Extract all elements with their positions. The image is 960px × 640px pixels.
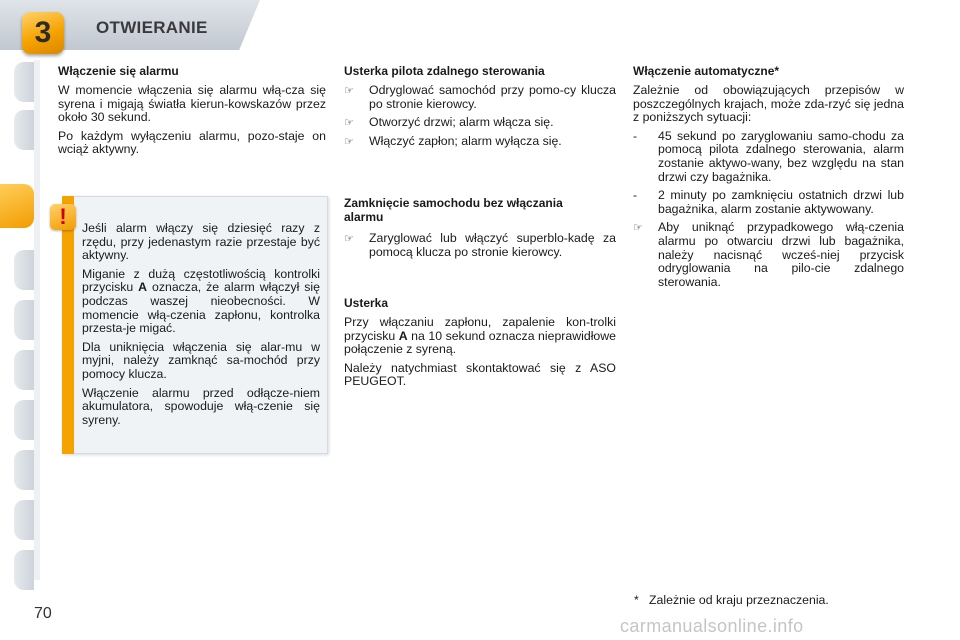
side-tab-10[interactable]: [14, 550, 34, 590]
pointing-hand-icon: ☞: [633, 221, 643, 235]
lock-step-1-text: Zaryglować lub włączyć superblo-kadę za pomocą klucza po stronie kierowcy.: [369, 231, 616, 259]
fault-text-1a: Przy włączaniu zapłonu, zapalenie kon-trolki przycisku: [344, 315, 616, 343]
warning-text-4: Włączenie alarmu przed odłącze-niem akumulatora, spowoduje włą-czenie się syreny.: [82, 385, 320, 427]
fault-text-1: [344, 316, 616, 357]
side-tab-7[interactable]: [14, 400, 34, 440]
footnote: * Zależnie od kraju przeznaczenia.: [634, 593, 829, 607]
auto-case-1-text: 45 sekund po zaryglowaniu samo-chodu za pomocą pilota zdalnego sterowania, alarm zostanie aktywo-wany, bez względu na stan drzwi czy bagażnika.: [658, 128, 904, 184]
pointing-hand-icon: ☞: [344, 134, 354, 148]
alarm-triggered-heading: Włączenie się alarmu: [58, 64, 179, 78]
side-tab-6[interactable]: [14, 350, 34, 390]
alarm-triggered-text-2: Po każdym wyłączeniu alarmu, pozo-staje on wciąż aktywny.: [58, 128, 326, 157]
remote-step-3: [344, 135, 616, 149]
warning-text-2a: Miganie z dużą częstotliwością kontrolki przycisku: [82, 266, 320, 295]
warning-stripe: [62, 196, 74, 454]
warning-exclamation-icon: !: [50, 204, 76, 230]
page-number: 70: [34, 605, 52, 622]
auto-activation-intro: Zależnie od obowiązujących przepisów w poszczególnych krajach, może zda-rzyć się jedna z poniższych sytuacji:: [633, 83, 904, 125]
warning-text-3: Dla uniknięcia włączenia się alar-mu w myjni, należy zamknąć sa-mochód przy pomocy klucza.: [82, 339, 320, 381]
remote-step-1-text: Odryglować samochód przy pomo-cy klucza po stronie kierowcy.: [369, 83, 616, 111]
lock-step-1: [344, 232, 616, 259]
auto-case-1: [633, 130, 904, 184]
remote-step-2-text: Otworzyć drzwi; alarm włącza się.: [369, 115, 554, 130]
side-tab-active[interactable]: [0, 184, 34, 228]
dash-marker: -: [633, 128, 637, 143]
auto-case-2: [633, 189, 904, 216]
pointing-hand-icon: ☞: [344, 116, 354, 130]
warning-text-2: [82, 268, 320, 336]
side-tab-4[interactable]: [14, 250, 34, 290]
dash-marker: -: [633, 188, 637, 203]
side-tab-5[interactable]: [14, 300, 34, 340]
auto-case-2-text: 2 minuty po zamknięciu ostatnich drzwi lub bagażnika, alarm zostanie aktywowany.: [658, 188, 904, 216]
alarm-triggered-text-1: W momencie włączenia się alarmu włą-cza się syrena i migają światła kierun-kowskazów przez około 30 sekund.: [58, 83, 326, 125]
side-tab-9[interactable]: [14, 500, 34, 540]
col2-lock-section: [344, 196, 616, 264]
fault-text-1b: na 10 sekund oznacza nieprawidłowe połączenie z syreną.: [344, 328, 616, 357]
col2-remote-section: [344, 64, 616, 153]
side-tab-1[interactable]: [14, 62, 34, 102]
fault-text-2: Należy natychmiast skontaktować się z ASO PEUGEOT.: [344, 360, 616, 389]
auto-tip-text: Aby uniknąć przypadkowego włą-czenia alarmu po otwarciu drzwi lub bagażnika, należy nacisnąć wcześ-niej przycisk odryglowania na pilo-cie zdalnego sterowania.: [658, 220, 904, 289]
lock-without-alarm-heading: Zamknięcie samochodu bez włączania alarmu: [344, 196, 563, 224]
auto-tip: [633, 221, 904, 289]
button-a-label: A: [138, 280, 148, 295]
watermark: carmanualsonline.info: [620, 616, 804, 636]
chapter-title: OTWIERANIE: [96, 18, 208, 37]
pointing-hand-icon: ☞: [344, 84, 354, 97]
col2-fault-section: [344, 296, 616, 394]
remote-step-3-text: Włączyć zapłon; alarm wyłącza się.: [369, 133, 562, 148]
col3-section: [633, 64, 904, 294]
chapter-number-badge: 3: [22, 12, 64, 54]
side-tab-8[interactable]: [14, 450, 34, 490]
col1-section: [58, 64, 326, 162]
warning-text-1: Jeśli alarm włączy się dziesięć razy z rzędu, przy jedenastym razie przestaje być aktywny.: [82, 221, 320, 263]
side-rail: [34, 60, 40, 580]
side-tab-2[interactable]: [14, 110, 34, 150]
fault-heading: Usterka: [344, 296, 389, 310]
remote-step-1: [344, 84, 616, 111]
pointing-hand-icon: ☞: [344, 232, 354, 245]
remote-step-2: [344, 116, 616, 130]
warning-text-2b: oznacza, że alarm włączył się podczas waszej nieobecności. W momencie włą-czenia zapłonu, kontrolka przesta-je migać.: [82, 280, 320, 336]
button-a-label: A: [398, 328, 408, 343]
warning-content: [82, 222, 320, 432]
auto-activation-heading: Włączenie automatyczne*: [633, 64, 780, 78]
remote-fault-heading: Usterka pilota zdalnego sterowania: [344, 64, 545, 78]
